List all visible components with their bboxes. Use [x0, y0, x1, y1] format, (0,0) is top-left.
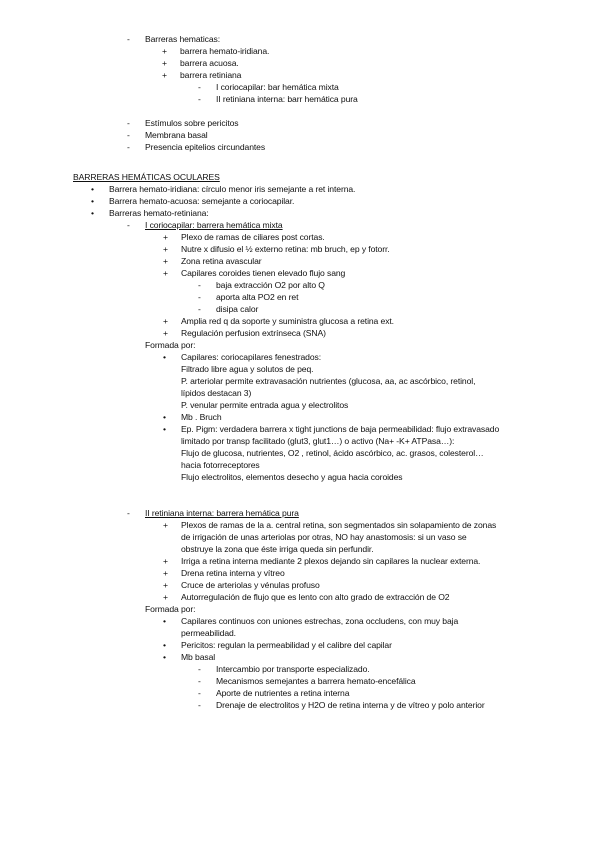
list-marker: + [163, 580, 169, 590]
text-line: Drena retina interna y vítreo [181, 568, 285, 578]
list-marker: - [127, 142, 130, 152]
text-line: Autorregulación de flujo que es lento con alto grado de extracción de O2 [181, 592, 450, 602]
text-line: Formada por: [145, 604, 196, 614]
text-line: de irrigación de unas arteriolas por otras, NO hay anastomosis: si un vaso se [181, 532, 467, 542]
list-marker: + [162, 46, 168, 56]
list-marker: • [91, 196, 95, 206]
text-line: Nutre x difusio el ½ externo retina: mb bruch, ep y fotorr. [181, 244, 390, 254]
text-line: Membrana basal [145, 130, 208, 140]
text-line: Ep. Pigm: verdadera barrera x tight junctions de baja permeabilidad: flujo extravasado [181, 424, 500, 434]
text-line: Plexos de ramas de la a. central retina, son segmentados sin solapamiento de zonas [181, 520, 497, 530]
text-line: II retiniana interna: barr hemática pura [216, 94, 358, 104]
text-line: Plexo de ramas de ciliares post cortas. [181, 232, 325, 242]
text-line: Irriga a retina interna mediante 2 plexos dejando sin capilares la nuclear externa. [181, 556, 481, 566]
text-line: Pericitos: regulan la permeabilidad y el calibre del capilar [181, 640, 392, 650]
list-marker: • [163, 652, 167, 662]
text-line: Formada por: [145, 340, 196, 350]
list-marker: • [163, 412, 167, 422]
section-heading: II retiniana interna: barrera hemática pura [145, 508, 299, 518]
text-line: Intercambio por transporte especializado. [216, 664, 370, 674]
list-marker: • [163, 640, 167, 650]
list-marker: - [127, 130, 130, 140]
text-line: Flujo electrolitos, elementos desecho y agua hacia coroides [181, 472, 403, 482]
list-marker: + [163, 244, 169, 254]
list-marker: - [198, 700, 201, 710]
text-line: Barreras hematicas: [145, 34, 220, 44]
section-heading: BARRERAS HEMÁTICAS OCULARES [73, 172, 220, 182]
list-marker: - [127, 118, 130, 128]
list-marker: + [162, 58, 168, 68]
text-line: baja extracción O2 por alto Q [216, 280, 325, 290]
text-line: Presencia epitelios circundantes [145, 142, 266, 152]
text-line: P. venular permite entrada agua y electrolitos [181, 400, 349, 410]
text-line: Capilares continuos con uniones estrechas, zona occludens, con muy baja [181, 616, 459, 626]
list-marker: - [198, 94, 201, 104]
list-marker: + [163, 256, 169, 266]
text-line: Capilares: coriocapilares fenestrados: [181, 352, 321, 362]
text-line: Zona retina avascular [181, 256, 262, 266]
list-marker: • [91, 208, 95, 218]
list-marker: + [163, 592, 169, 602]
list-marker: • [163, 616, 167, 626]
list-marker: + [163, 556, 169, 566]
list-marker: - [198, 664, 201, 674]
list-marker: - [198, 82, 201, 92]
text-line: permeabilidad. [181, 628, 236, 638]
text-line: barrera hemato-iridiana. [180, 46, 270, 56]
text-line: obstruye la zona que éste irriga queda sin perfundir. [181, 544, 374, 554]
text-line: Amplia red q da soporte y suministra glucosa a retina ext. [181, 316, 394, 326]
text-line: Barrera hemato-acuosa: semejante a coriocapilar. [109, 196, 295, 206]
list-marker: • [163, 352, 167, 362]
list-marker: - [198, 292, 201, 302]
text-line: aporta alta PO2 en ret [216, 292, 299, 302]
text-line: Barrera hemato-iridiana: círculo menor iris semejante a ret interna. [109, 184, 356, 194]
text-line: Drenaje de electrolitos y H2O de retina interna y de vítreo y polo anterior [216, 700, 485, 710]
text-line: Mb . Bruch [181, 412, 222, 422]
section-heading: I coriocapilar: barrera hemática mixta [145, 220, 283, 230]
text-line: Cruce de arteriolas y vénulas profuso [181, 580, 320, 590]
text-line: Mecanismos semejantes a barrera hemato-encefálica [216, 676, 416, 686]
list-marker: + [163, 268, 169, 278]
text-line: Estímulos sobre pericitos [145, 118, 239, 128]
text-line: Regulación perfusion extrínseca (SNA) [181, 328, 326, 338]
text-line: barrera retiniana [180, 70, 242, 80]
list-marker: - [127, 508, 130, 518]
list-marker: + [163, 520, 169, 530]
text-line: barrera acuosa. [180, 58, 239, 68]
list-marker: - [127, 34, 130, 44]
text-line: P. arteriolar permite extravasación nutrientes (glucosa, aa, ac ascórbico, retinol, [181, 376, 476, 386]
list-marker: - [198, 304, 201, 314]
text-line: disipa calor [216, 304, 259, 314]
text-line: Flujo de glucosa, nutrientes, O2 , retinol, ácido ascórbico, ac. grasos, colesterol… [181, 448, 484, 458]
list-marker: - [127, 220, 130, 230]
text-line: Barreras hemato-retiniana: [109, 208, 209, 218]
list-marker: - [198, 280, 201, 290]
text-line: Aporte de nutrientes a retina interna [216, 688, 350, 698]
list-marker: + [163, 316, 169, 326]
list-marker: + [162, 70, 168, 80]
text-line: hacia fotorreceptores [181, 460, 260, 470]
text-line: Filtrado libre agua y solutos de peq. [181, 364, 314, 374]
list-marker: • [163, 424, 167, 434]
list-marker: - [198, 688, 201, 698]
text-line: lípidos destacan 3) [181, 388, 252, 398]
list-marker: • [91, 184, 95, 194]
text-line: Mb basal [181, 652, 216, 662]
list-marker: + [163, 568, 169, 578]
list-marker: + [163, 328, 169, 338]
list-marker: + [163, 232, 169, 242]
text-line: Capilares coroides tienen elevado flujo sang [181, 268, 346, 278]
list-marker: - [198, 676, 201, 686]
text-line: I coriocapilar: bar hemática mixta [216, 82, 339, 92]
text-line: limitado por transp facilitado (glut3, glut1…) o activo (Na+ -K+ ATPasa…): [181, 436, 455, 446]
